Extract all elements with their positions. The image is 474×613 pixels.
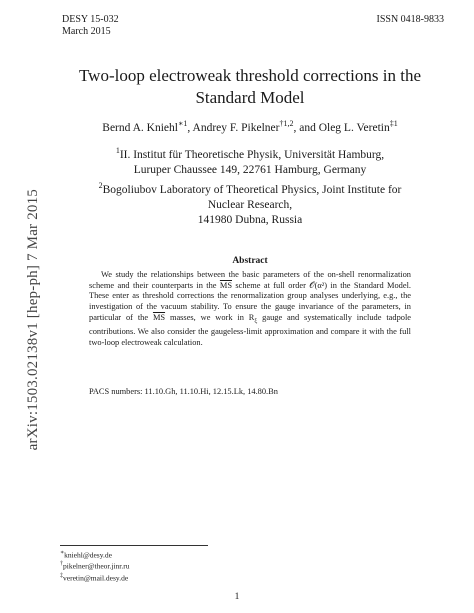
ms-bar-symbol: $\overline{MS}$ (219, 280, 232, 290)
author-1-mark: ∗1 (177, 119, 188, 128)
issn: ISSN 0418-9833 (376, 14, 444, 25)
author-2: Andrey F. Pikelner (192, 121, 280, 134)
author-separator: , (187, 121, 193, 134)
report-date: March 2015 (62, 26, 111, 37)
abstract-text-1: We study the relationships between the basic parameters of the on-shell renormalization scheme and their counterparts in the (89, 270, 411, 290)
affiliation-1-text: II. Institut für Theoretische Physik, Universität Hamburg, (119, 148, 385, 161)
footnote-3-mark: ‡ (60, 572, 63, 579)
author-3: Oleg L. Veretin (318, 121, 390, 134)
report-number: DESY 15-032 (62, 14, 119, 25)
page-number: 1 (234, 592, 240, 602)
footnote-1 (60, 549, 129, 560)
abstract-body (89, 270, 411, 349)
footnote-3-email: veretin@mail.desy.de (63, 573, 129, 583)
affiliation-2-line-2: Nuclear Research, (207, 198, 293, 211)
ms-bar-symbol: $\overline{MS}$ (152, 312, 166, 322)
xi-subscript: ξ (254, 317, 258, 325)
abstract-text-4: gauge and systematically include tadpole contributions. We also consider the gaugeless-limit approximation and compare it with the full two-loop electroweak calculation. (89, 312, 411, 347)
footnote-3 (60, 572, 129, 583)
affiliations (60, 143, 440, 228)
author-separator: , and (293, 121, 319, 134)
title-line-2: Standard Model (195, 88, 305, 107)
footnote-2 (60, 560, 129, 571)
affiliation-1-line-2: Luruper Chaussee 149, 22761 Hamburg, Germany (133, 163, 367, 176)
title-line-1: Two-loop electroweak threshold corrections in the (78, 66, 421, 85)
affiliation-1-mark: 1 (115, 146, 120, 155)
affiliation-2-text: Bogoliubov Laboratory of Theoretical Physics, Joint Institute for (102, 183, 402, 196)
paper-title (60, 65, 440, 109)
affiliation-2-mark: 2 (98, 180, 103, 190)
arxiv-sidebar (18, 130, 48, 510)
author-1: Bernd A. Kniehl (102, 121, 178, 134)
header-left (62, 14, 119, 38)
footnotes (60, 549, 129, 583)
footnote-rule (60, 545, 208, 546)
arxiv-identifier: arXiv:1503.02138v1 [hep-ph] 7 Mar 2015 (24, 189, 41, 451)
abstract-heading: Abstract (232, 256, 268, 266)
footnote-1-email: kniehl@desy.de (64, 550, 112, 560)
pacs-numbers: PACS numbers: 11.10.Gh, 11.10.Hi, 12.15.Lk, 14.80.Bn (89, 387, 278, 396)
abstract-text-3: masses, we work in R (165, 312, 255, 322)
abstract-text-2: scheme at full order 𝒪(α²) in the Standard Model. These enter as threshold corrections the renormalization group analyses underlying, e.g., the investigation of the vacuum stability. To ensure the gauge invariance of the parameters, in particular of the (89, 280, 411, 322)
affiliation-2-line-3: 141980 Dubna, Russia (197, 213, 303, 226)
footnote-2-email: pikelner@theor.jinr.ru (63, 561, 130, 571)
footnote-2-mark: † (60, 561, 63, 568)
author-2-mark: †1,2 (279, 119, 294, 128)
affiliation-1-line-1 (60, 143, 440, 163)
author-list (60, 117, 440, 135)
footnote-1-mark: ∗ (60, 550, 65, 556)
affiliation-2-line-1 (60, 178, 440, 198)
author-3-mark: ‡1 (389, 119, 398, 128)
